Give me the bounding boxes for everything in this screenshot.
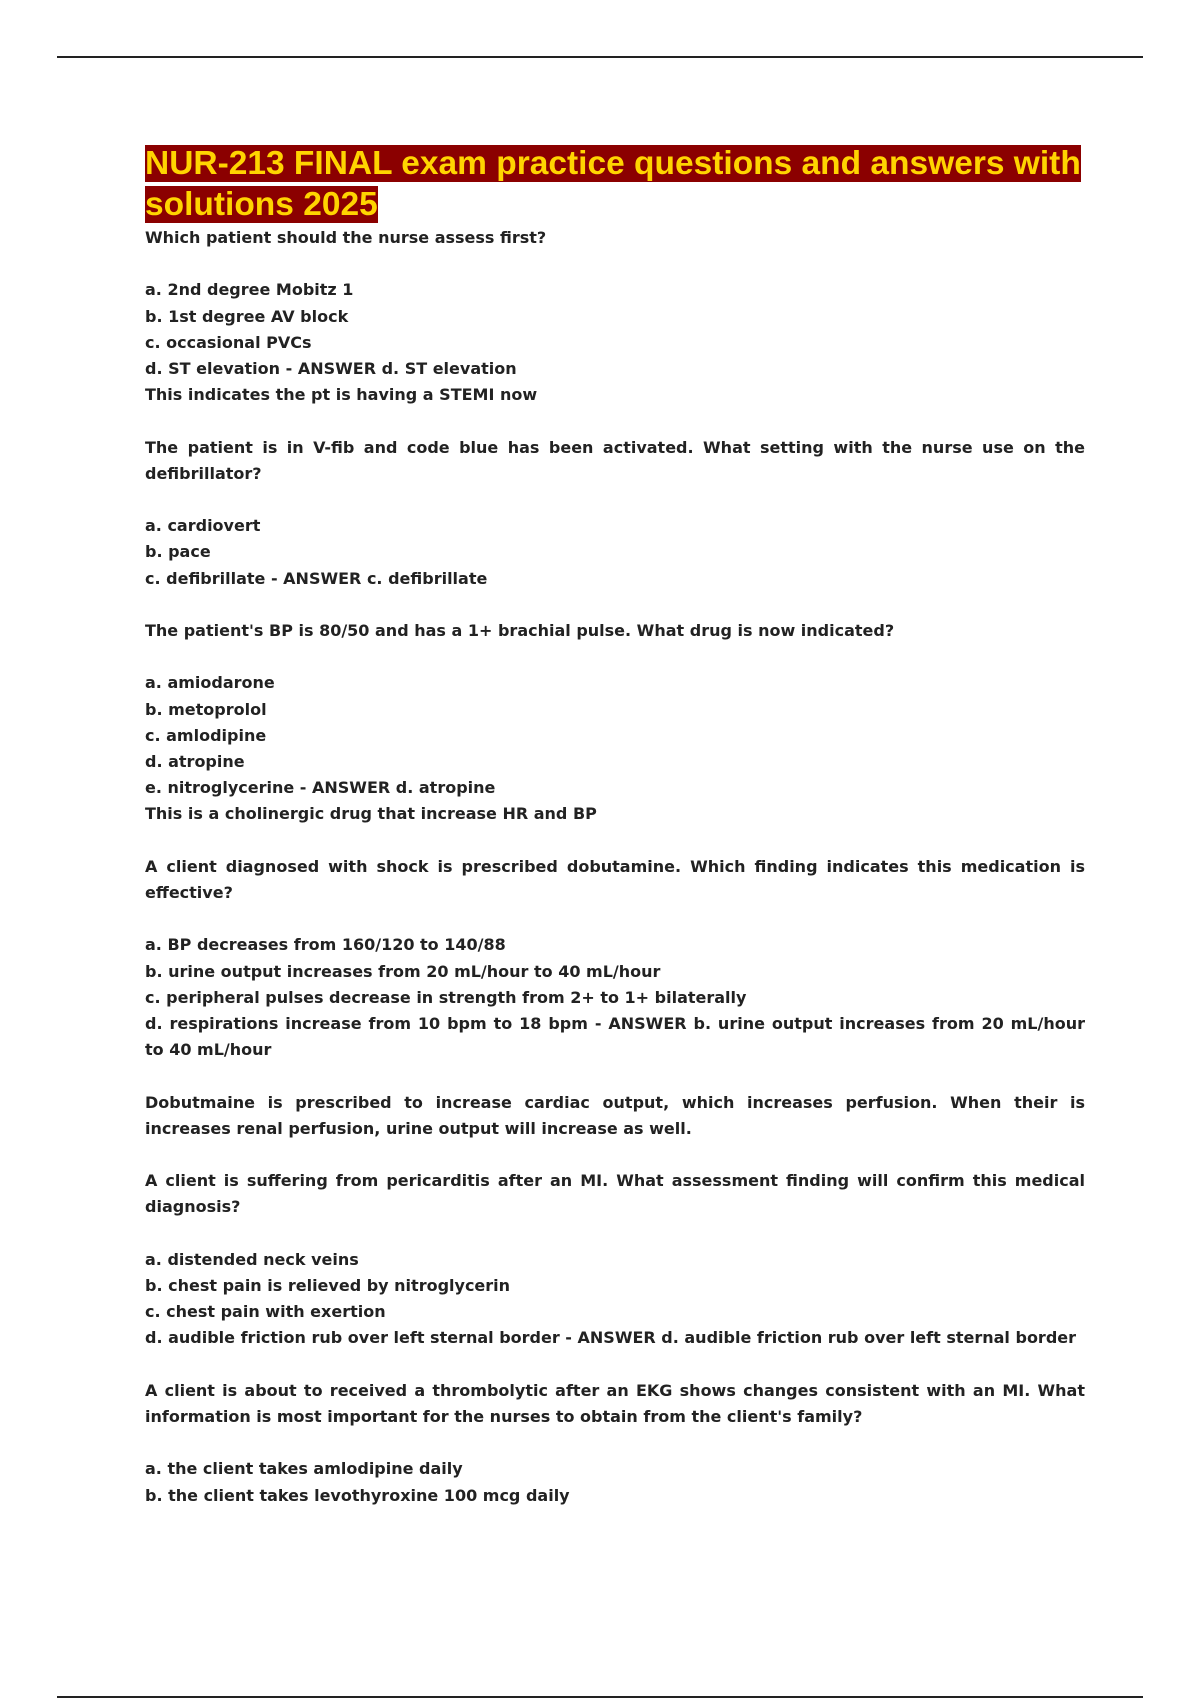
question-prompt: A client is suffering from pericarditis after an MI. What assessment finding will confirm this medical diagnosis? (145, 1171, 1085, 1217)
document-title-text: NUR-213 FINAL exam practice questions and answers with solutions 2025 (145, 145, 1081, 223)
option: a. cardiovert (145, 516, 261, 536)
qa-block (145, 225, 1085, 1509)
option: c. occasional PVCs (145, 332, 312, 352)
option: b. the client takes levothyroxine 100 mcg daily (145, 1485, 570, 1505)
answer-line: d. respirations increase from 10 bpm to 18 bpm - ANSWER b. urine output increases from 20 mL/hour to 40 mL/hour (145, 1013, 1085, 1060)
option: d. atropine (145, 751, 245, 771)
explanation: This indicates the pt is having a STEMI now (145, 385, 538, 405)
explanation: Dobutmaine is prescribed to increase cardiac output, which increases perfusion. When their is increases renal perfusion, urine output will increase as well. (145, 1092, 1085, 1138)
document-body (145, 143, 1085, 1509)
option: c. peripheral pulses decrease in strength from 2+ to 1+ bilaterally (145, 987, 747, 1007)
option: b. chest pain is relieved by nitroglycerin (145, 1275, 511, 1295)
option: b. urine output increases from 20 mL/hour to 40 mL/hour (145, 961, 661, 981)
top-rule (57, 56, 1143, 58)
option: a. distended neck veins (145, 1249, 359, 1269)
question-prompt: The patient's BP is 80/50 and has a 1+ brachial pulse. What drug is now indicated? (145, 620, 895, 640)
answer-line: d. audible friction rub over left sternal border - ANSWER d. audible friction rub over left sternal border (145, 1328, 1077, 1348)
question-prompt: A client diagnosed with shock is prescribed dobutamine. Which finding indicates this medication is effective? (145, 856, 1085, 902)
option: a. BP decreases from 160/120 to 140/88 (145, 935, 506, 955)
explanation: This is a cholinergic drug that increase HR and BP (145, 804, 597, 824)
option: a. the client takes amlodipine daily (145, 1459, 463, 1479)
document-title (145, 143, 1085, 225)
option: b. 1st degree AV block (145, 306, 349, 326)
answer-line: e. nitroglycerine - ANSWER d. atropine (145, 778, 496, 798)
answer-line: c. defibrillate - ANSWER c. defibrillate (145, 568, 488, 588)
question-prompt: Which patient should the nurse assess first? (145, 228, 547, 247)
option: a. 2nd degree Mobitz 1 (145, 280, 354, 300)
option: b. metoprolol (145, 699, 267, 719)
option: b. pace (145, 542, 211, 562)
bottom-rule (57, 1696, 1143, 1698)
option: a. amiodarone (145, 673, 275, 693)
question-prompt: A client is about to received a thrombolytic after an EKG shows changes consistent with an MI. What information is most important for the nurses to obtain from the client's family? (145, 1380, 1085, 1426)
answer-line: d. ST elevation - ANSWER d. ST elevation (145, 359, 517, 378)
option: c. chest pain with exertion (145, 1302, 386, 1322)
option: c. amlodipine (145, 725, 267, 745)
question-prompt: The patient is in V-fib and code blue has been activated. What setting with the nurse use on the defibrillator? (145, 437, 1085, 483)
